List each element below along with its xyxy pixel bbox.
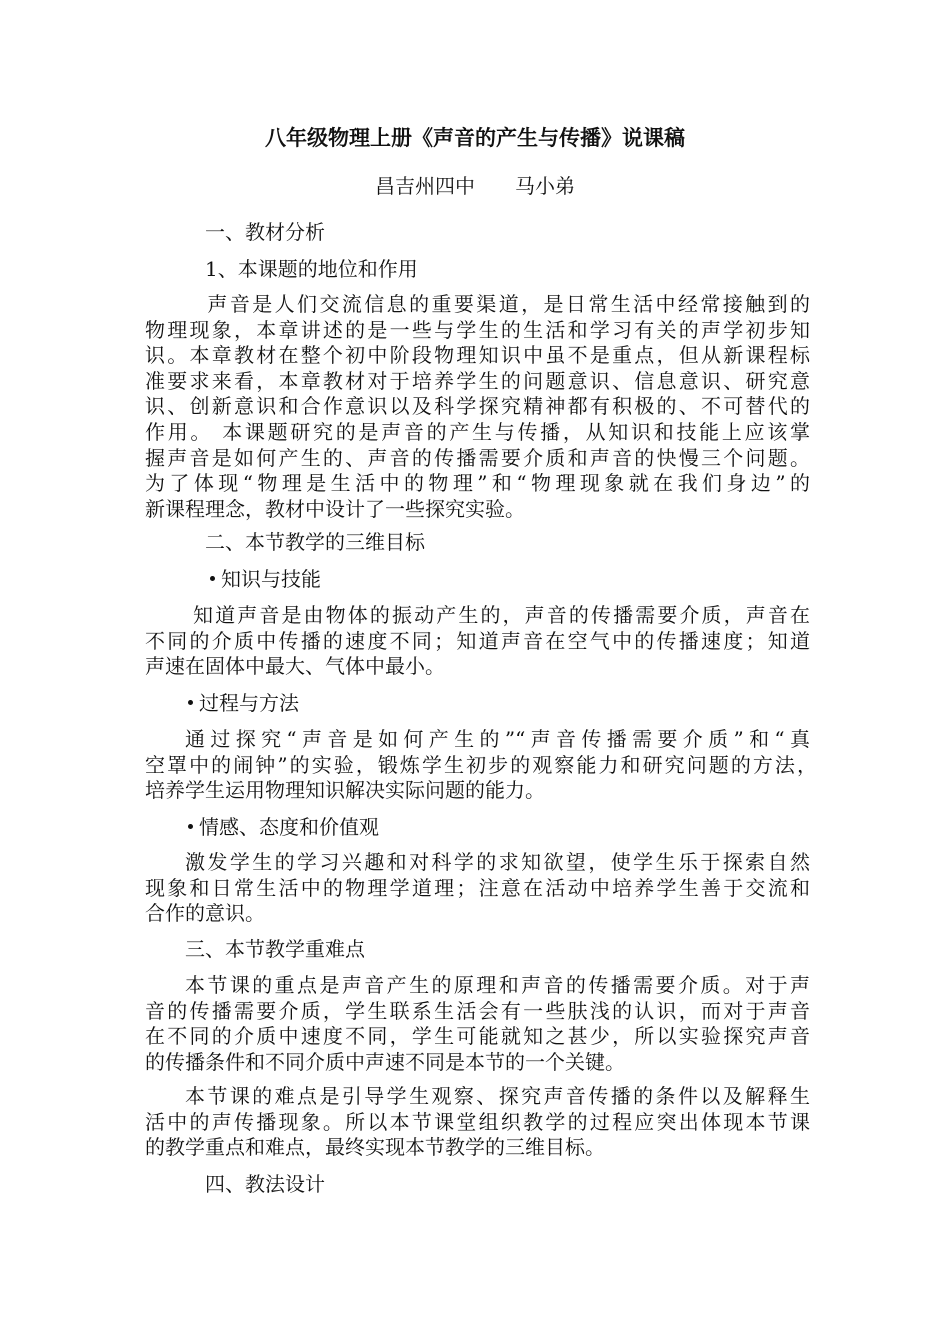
paragraph-difficulty [145,1110,810,1161]
paragraph-line: 音的传播需要介质，学生联系生活会有一些肤浅的认识，而对于声音 [145,998,810,1023]
bullet-icon [210,576,215,581]
bullet-heading-emotion [188,814,379,840]
bullet-icon [188,700,193,705]
paragraph-line: 活中的声传播现象。所以本节课堂组织教学的过程应突出体现本节课 [145,1109,810,1134]
bullet-heading-text: 知识与技能 [221,567,321,591]
sub-heading-role: 1、本课题的地位和作用 [205,257,418,281]
author-line [0,172,950,200]
paragraph-key [145,999,810,1076]
paragraph-line: 物理现象，本章讲述的是一些与学生的生活和学习有关的声学初步知 [145,317,810,342]
paragraph-line: 本节课的重点是声音产生的原理和声音的传播需要介质。对于声 [185,973,810,997]
paragraph-line: 握声音是如何产生的、声音的传播需要介质和声音的快慢三个问题。 [145,445,810,470]
bullet-icon [188,824,193,829]
bullet-heading-text: 过程与方法 [199,691,299,715]
paragraph-difficulty-first [185,1084,810,1110]
paragraph-line: 声速在固体中最大、气体中最小。 [145,654,445,679]
paragraph-line: 作用。 本课题研究的是声音的产生与传播，从知识和技能上应该掌 [145,419,810,444]
paragraph-key-first [185,973,810,999]
paragraph-role-first-line-wrap [185,292,810,318]
bullet-heading-text: 情感、态度和价值观 [199,815,379,839]
paragraph-role [145,318,810,523]
section-heading-teaching-material: 一、教材分析 [205,220,325,244]
author-name: 马小弟 [515,174,575,198]
paragraph-emotion-first [185,850,810,876]
paragraph-line: 识。本章教材在整个初中阶段物理知识中虽不是重点，但从新课程标 [145,343,810,368]
paragraph-line: 在不同的介质中速度不同，学生可能就知之甚少，所以实验探究声音 [145,1024,810,1049]
section-heading-key-points: 三、本节教学重难点 [185,937,365,961]
paragraph-knowledge [145,629,810,680]
paragraph-line: 新课程理念，教材中设计了一些探究实验。 [145,496,525,521]
paragraph-line: 知道声音是由物体的振动产生的，声音的传播需要介质，声音在 [193,603,810,627]
paragraph-line: 激发学生的学习兴趣和对科学的求知欲望，使学生乐于探索自然 [185,850,810,874]
document-title: 八年级物理上册《声音的产生与传播》说课稿 [265,125,685,150]
paragraph-emotion [145,876,810,927]
paragraph-line: 为了体现“物理是生活中的物理”和“物理现象就在我们身边”的 [145,471,810,496]
paragraph-line: 通过探究“声音是如何产生的”“声音传播需要介质”和“真 [185,727,810,751]
paragraph-line: 合作的意识。 [145,901,265,926]
paragraph-line: 本节课的难点是引导学生观察、探究声音传播的条件以及解释生 [185,1084,810,1108]
paragraph-line: 不同的介质中传播的速度不同；知道声音在空气中的传播速度；知道 [145,628,810,653]
author-school: 昌吉州四中 [375,174,475,198]
bullet-heading-knowledge [210,566,321,592]
paragraph-line: 声音是人们交流信息的重要渠道，是日常生活中经常接触到的 [185,292,810,316]
paragraph-line: 的教学重点和难点，最终实现本节教学的三维目标。 [145,1135,605,1160]
paragraph-process [145,753,817,804]
section-heading-objectives: 二、本节教学的三维目标 [205,530,425,554]
bullet-heading-process [188,690,299,716]
paragraph-line: 的传播条件和不同介质中声速不同是本节的一个关键。 [145,1049,625,1074]
paragraph-line: 空罩中的闹钟”的实验，锻炼学生初步的观察能力和研究问题的方法， [145,752,817,777]
paragraph-knowledge-first [193,603,810,629]
paragraph-process-first [185,727,810,753]
section-heading-teaching-method: 四、教法设计 [205,1172,325,1196]
paragraph-line: 培养学生运用物理知识解决实际问题的能力。 [145,778,545,803]
paragraph-line: 现象和日常生活中的物理学道理；注意在活动中培养学生善于交流和 [145,875,810,900]
paragraph-line: 准要求来看，本章教材对于培养学生的问题意识、信息意识、研究意 [145,368,810,393]
paragraph-line: 识、创新意识和合作意识以及科学探究精神都有积极的、不可替代的 [145,394,810,419]
